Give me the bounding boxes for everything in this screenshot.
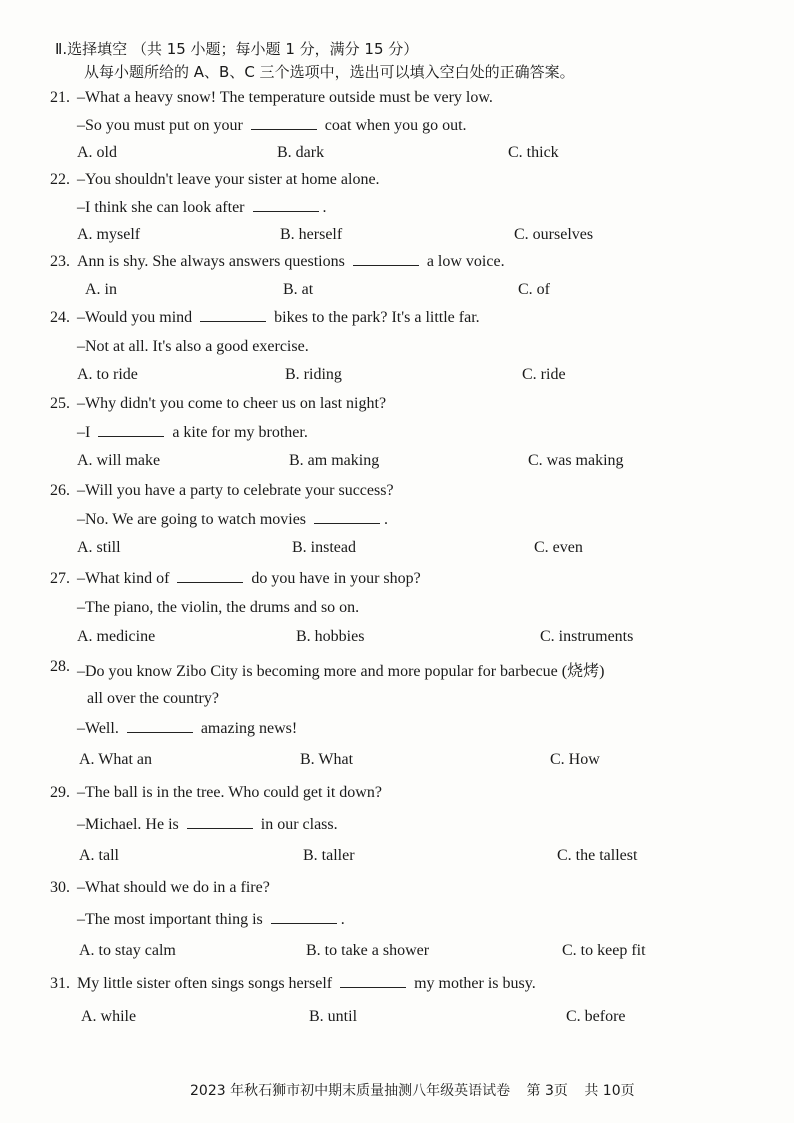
footer-title: 2023 年秋石狮市初中期末质量抽测八年级英语试卷 [190,1083,511,1099]
question-fragment: . [322,199,327,216]
question-line [77,511,388,529]
question-fragment: bikes to the park? It's a little far. [270,309,480,326]
question-fragment: –Why didn't you come to cheer us on last night? [77,395,387,412]
answer-option-b[interactable]: B. am making [289,452,380,469]
question-line [77,117,467,135]
question-text [77,570,421,588]
question-number: 27. [50,570,70,587]
answer-option-c[interactable]: C. the tallest [557,847,638,864]
question-fragment: . [340,911,345,928]
answer-blank[interactable] [187,827,253,829]
question-fragment: –Not at all. It's also a good exercise. [77,338,309,355]
question-fragment: –The ball is in the tree. Who could get it down? [77,784,382,801]
question-number: 25. [50,395,70,412]
section-heading [55,38,418,59]
question-fragment: –Would you mind [77,309,197,326]
answer-blank[interactable] [177,581,243,583]
answer-blank[interactable] [127,731,193,733]
question-fragment: Ann is shy. She always answers questions [77,253,349,270]
question-fragment: –Will you have a party to celebrate your success? [77,482,394,499]
answer-option-a[interactable]: A. What an [79,751,153,768]
answer-option-c[interactable]: C. How [550,751,600,768]
answer-blank[interactable] [353,264,419,266]
question-fragment: in our class. [256,816,338,833]
answer-option-a[interactable]: A. tall [79,847,119,864]
question-text [77,171,380,189]
question-text [77,309,480,327]
page-footer [190,1080,647,1100]
answer-option-c[interactable]: C. ourselves [514,226,594,243]
footer-total: 共 10页 [584,1083,635,1099]
question-number: 24. [50,309,70,326]
question-line [77,599,359,617]
answer-option-b[interactable]: B. taller [303,847,355,864]
question-fragment: all over the country? [87,690,219,707]
question-fragment: –No. We are going to watch movies [77,511,311,528]
answer-option-c[interactable]: C. ride [522,366,566,383]
answer-option-b[interactable]: B. to take a shower [306,942,430,959]
question-fragment: . [384,511,389,528]
answer-option-b[interactable]: B. until [309,1008,358,1025]
answer-blank[interactable] [314,522,380,524]
question-fragment: a kite for my brother. [168,424,308,441]
question-fragment: –What kind of [77,570,174,587]
question-fragment: coat when you go out. [320,117,467,134]
question-fragment: My little sister often sings songs herself [77,975,337,992]
question-number: 21. [50,89,70,106]
section-title: Ⅱ.选择填空 [55,40,128,58]
question-line [77,424,308,442]
question-line [77,338,309,356]
answer-option-b[interactable]: B. herself [280,226,343,243]
question-fragment: –You shouldn't leave your sister at home alone. [77,171,380,188]
answer-blank[interactable] [253,210,319,212]
question-line [77,911,345,929]
answer-option-a[interactable]: A. myself [77,226,141,243]
section-subtitle: （共 15 小题；每小题 1 分，满分 15 分） [131,40,419,58]
question-number: 30. [50,879,70,896]
answer-option-c[interactable]: C. was making [528,452,624,469]
answer-blank[interactable] [340,986,406,988]
answer-option-c[interactable]: C. to keep fit [562,942,646,959]
answer-option-c[interactable]: C. thick [508,144,559,161]
question-fragment: –The most important thing is [77,911,267,928]
question-text [77,879,270,897]
question-fragment: a low voice. [422,253,505,270]
answer-option-a[interactable]: A. while [81,1008,137,1025]
question-text [77,784,382,802]
answer-option-a[interactable]: A. to stay calm [79,942,176,959]
question-number: 22. [50,171,70,188]
answer-option-a[interactable]: A. to ride [77,366,138,383]
answer-blank[interactable] [271,922,337,924]
question-fragment: –I think she can look after [77,199,249,216]
question-line [87,690,219,708]
question-fragment: –The piano, the violin, the drums and so on. [77,599,360,616]
answer-option-b[interactable]: B. dark [277,144,325,161]
question-number: 31. [50,975,70,992]
answer-option-b[interactable]: B. instead [292,539,356,556]
answer-option-a[interactable]: A. still [77,539,121,556]
answer-option-b[interactable]: B. at [283,281,314,298]
answer-option-a[interactable]: A. in [85,281,117,298]
question-fragment: –Do you know Zibo City is becoming more and more popular for barbecue (烧烤) [77,663,605,680]
question-text [77,975,536,993]
question-text [77,395,386,413]
answer-option-c[interactable]: C. instruments [540,628,634,645]
section-instruction: 从每小题所给的 A、B、C 三个选项中，选出可以填入空白处的正确答案。 [84,63,575,81]
answer-option-c[interactable]: C. before [566,1008,626,1025]
question-line [77,720,297,738]
answer-option-b[interactable]: B. riding [285,366,342,383]
question-fragment: –What should we do in a fire? [77,879,270,896]
question-number: 26. [50,482,70,499]
question-fragment: –Well. [77,720,123,737]
answer-option-b[interactable]: B. What [300,751,354,768]
question-text [77,253,505,271]
answer-option-c[interactable]: C. even [534,539,583,556]
answer-option-b[interactable]: B. hobbies [296,628,365,645]
answer-option-a[interactable]: A. old [77,144,117,161]
question-line [77,816,338,834]
question-text [77,89,493,107]
footer-page: 第 3页 [526,1083,568,1099]
question-text [77,658,604,681]
answer-option-a[interactable]: A. will make [77,452,161,469]
answer-blank[interactable] [251,128,317,130]
question-number: 28. [50,658,70,675]
question-fragment: do you have in your shop? [247,570,421,587]
question-line [77,199,327,217]
answer-option-c[interactable]: C. of [518,281,550,298]
answer-option-a[interactable]: A. medicine [77,628,156,645]
question-fragment: –Michael. He is [77,816,183,833]
question-fragment: –What a heavy snow! The temperature outside must be very low. [77,89,493,106]
question-fragment: amazing news! [196,720,298,737]
answer-blank[interactable] [200,320,266,322]
answer-blank[interactable] [98,435,164,437]
question-fragment: my mother is busy. [410,975,536,992]
question-text [77,482,394,500]
question-number: 29. [50,784,70,801]
question-fragment: –I [77,424,95,441]
question-number: 23. [50,253,70,270]
question-fragment: –So you must put on your [77,117,247,134]
